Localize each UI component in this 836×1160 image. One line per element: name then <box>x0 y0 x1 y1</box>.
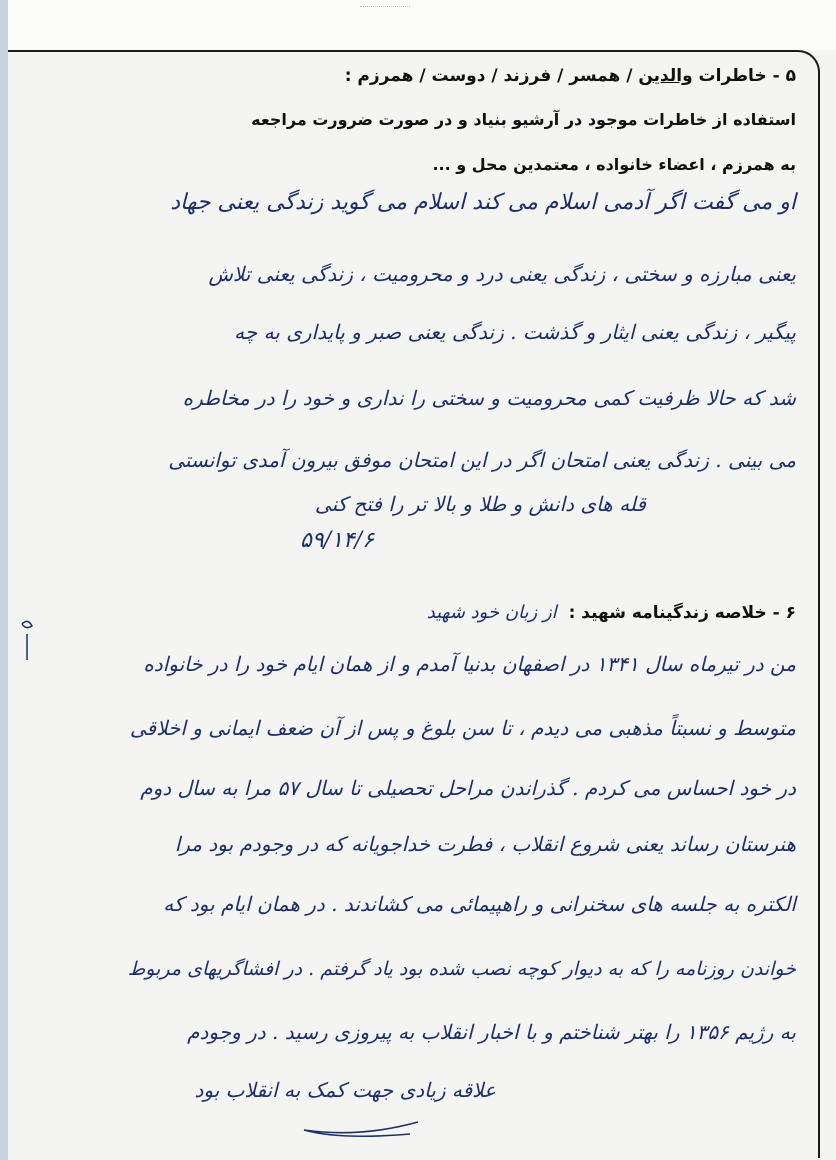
scan-left-edge <box>0 0 8 1160</box>
section5-title-underlined: والدین <box>638 66 693 86</box>
scan-artifact <box>360 0 410 7</box>
section6-handwritten-line: در خود احساس می کردم . گذراندن مراحل تحصیلی تا سال ۵۷ مرا به سال دوم <box>140 776 796 800</box>
section6-handwritten-line: الکتره به جلسه های سخنرانی و راهپیمائی می کشاندند . در همان ایام بود که <box>163 892 796 916</box>
section5-title-a: خاطرات <box>692 66 767 86</box>
section5-handwritten-line: یعنی مبارزه و سختی ، زندگی یعنی درد و محرومیت ، زندگی یعنی تلاش <box>208 262 796 286</box>
section5-handwritten-line: شد که حالا ظرفیت کمی محرومیت و سختی را نداری و خود را در مخاطره <box>182 386 796 410</box>
section6-handwritten-line: به رژیم ۱۳۵۶ را بهتر شناختم و با اخبار انقلاب به پیروزی رسید . در وجودم <box>187 1020 796 1044</box>
section5-handwritten-line: قله های دانش و طلا و بالا تر را فتح کنی <box>314 492 646 516</box>
section6-title: خلاصه زندگینامه شهید : <box>568 603 767 623</box>
section5-handwritten-line: او می گفت اگر آدمی اسلام می کند اسلام می گوید زندگی یعنی جهاد <box>170 190 796 215</box>
margin-scribble <box>18 616 36 666</box>
section5-note-line2: به همرزم ، اعضاء خانواده ، معتمدین محل و ... <box>432 155 796 174</box>
section5-heading <box>345 66 796 86</box>
closing-flourish <box>300 1112 420 1142</box>
scan-top-margin <box>0 0 836 50</box>
section6-handwritten-line: علاقه زیادی جهت کمک به انقلاب بود <box>194 1078 496 1102</box>
section5-date: ۵۹/۱۴/۶ <box>300 528 374 553</box>
section5-title-b: / همسر / فرزند / دوست / همرزم : <box>344 66 639 86</box>
section5-note-line1: استفاده از خاطرات موجود در آرشیو بنیاد و در صورت ضرورت مراجعه <box>251 110 796 129</box>
section6-heading <box>427 602 796 623</box>
section6-handwritten-title: از زبان خود شهید <box>426 602 557 623</box>
section6-handwritten-line: خواندن روزنامه را که به دیوار کوچه نصب شده بود یاد گرفتم . در افشاگریهای مربوط <box>127 958 796 980</box>
section5-handwritten-line: پیگیر ، زندگی یعنی ایثار و گذشت . زندگی یعنی صبر و پایداری به چه <box>234 320 796 344</box>
section6-handwritten-line: هنرستان رساند یعنی شروع انقلاب ، فطرت خداجویانه که در وجودم بود مرا <box>174 832 796 856</box>
section5-handwritten-line: می بینی . زندگی یعنی امتحان اگر در این امتحان موفق بیرون آمدی توانستی <box>168 448 796 472</box>
section6-number: ۶ - <box>772 603 796 623</box>
section5-number: ۵ - <box>772 66 796 86</box>
section6-handwritten-line: متوسط و نسبتاً مذهبی می دیدم ، تا سن بلوغ و پس از آن ضعف ایمانی و اخلاقی <box>129 716 796 740</box>
section6-handwritten-line: من در تیرماه سال ۱۳۴۱ در اصفهان بدنیا آمدم و از همان ایام خود را در خانواده <box>143 652 796 676</box>
